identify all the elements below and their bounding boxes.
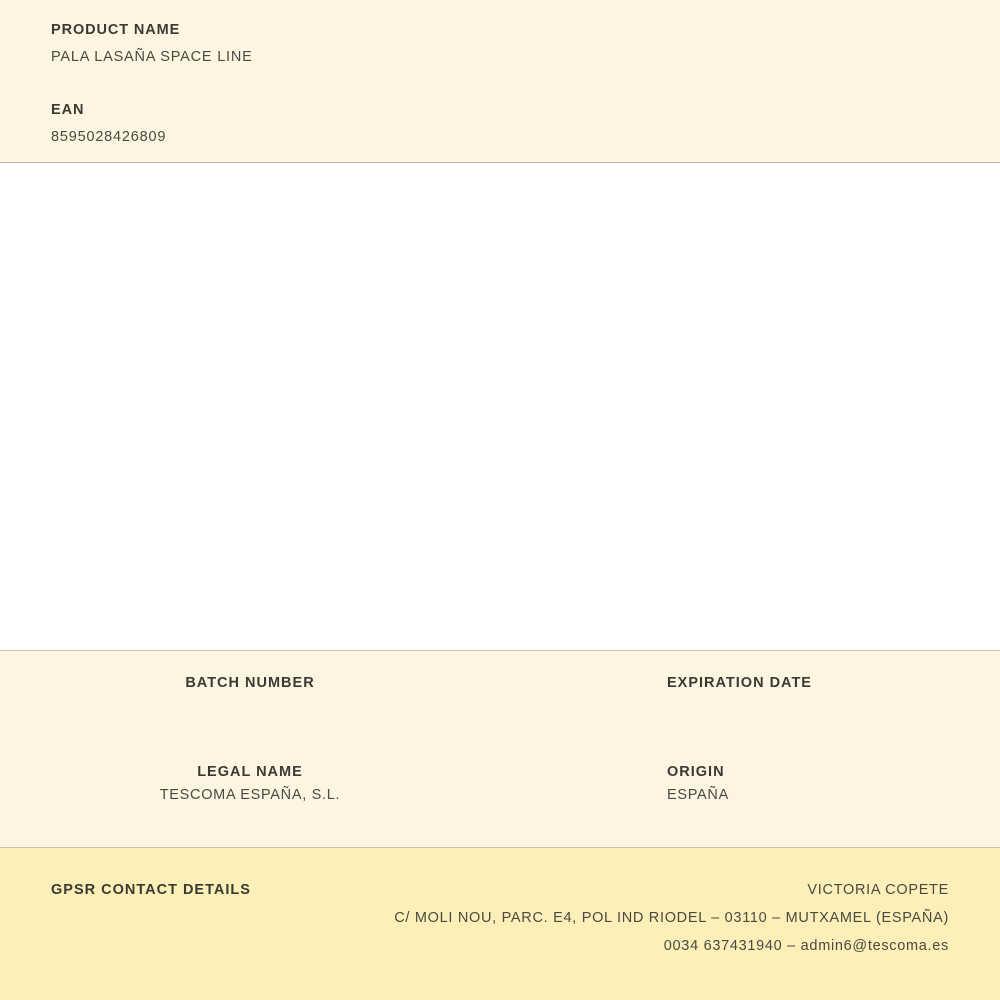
product-name-label: PRODUCT NAME	[51, 22, 181, 38]
gpsr-contact-footer	[0, 848, 1000, 1000]
product-name-value: PALA LASAÑA SPACE LINE	[51, 49, 253, 65]
batch-number-label: BATCH NUMBER	[185, 675, 315, 691]
gpsr-contact-label: GPSR CONTACT DETAILS	[51, 882, 251, 898]
expiration-date-block	[500, 675, 1000, 698]
origin-label: ORIGIN	[667, 764, 725, 780]
ean-block	[0, 102, 1000, 145]
product-name-block	[0, 22, 1000, 65]
legal-name-label: LEGAL NAME	[197, 764, 303, 780]
gpsr-contact-phone-email: 0034 637431940 – admin6@tescoma.es	[663, 938, 949, 954]
gpsr-contact-lines	[394, 882, 949, 954]
ean-label: EAN	[51, 102, 85, 118]
gpsr-contact-address: C/ MOLI NOU, PARC. E4, POL IND RIODEL – 03110 – MUTXAMEL (ESPAÑA)	[394, 910, 949, 926]
legal-origin-row	[0, 764, 1000, 803]
product-header-section	[0, 0, 1000, 163]
ean-value: 8595028426809	[51, 129, 167, 145]
origin-value: ESPAÑA	[667, 787, 729, 803]
legal-name-value: TESCOMA ESPAÑA, S.L.	[159, 787, 341, 803]
origin-block	[500, 764, 1000, 803]
product-image-area	[0, 163, 1000, 651]
legal-name-block	[0, 764, 500, 803]
gpsr-contact-name: VICTORIA COPETE	[807, 882, 949, 898]
batch-expiration-row	[0, 675, 1000, 698]
batch-number-block	[0, 675, 500, 698]
product-details-section	[0, 651, 1000, 848]
expiration-date-label: EXPIRATION DATE	[667, 675, 812, 691]
